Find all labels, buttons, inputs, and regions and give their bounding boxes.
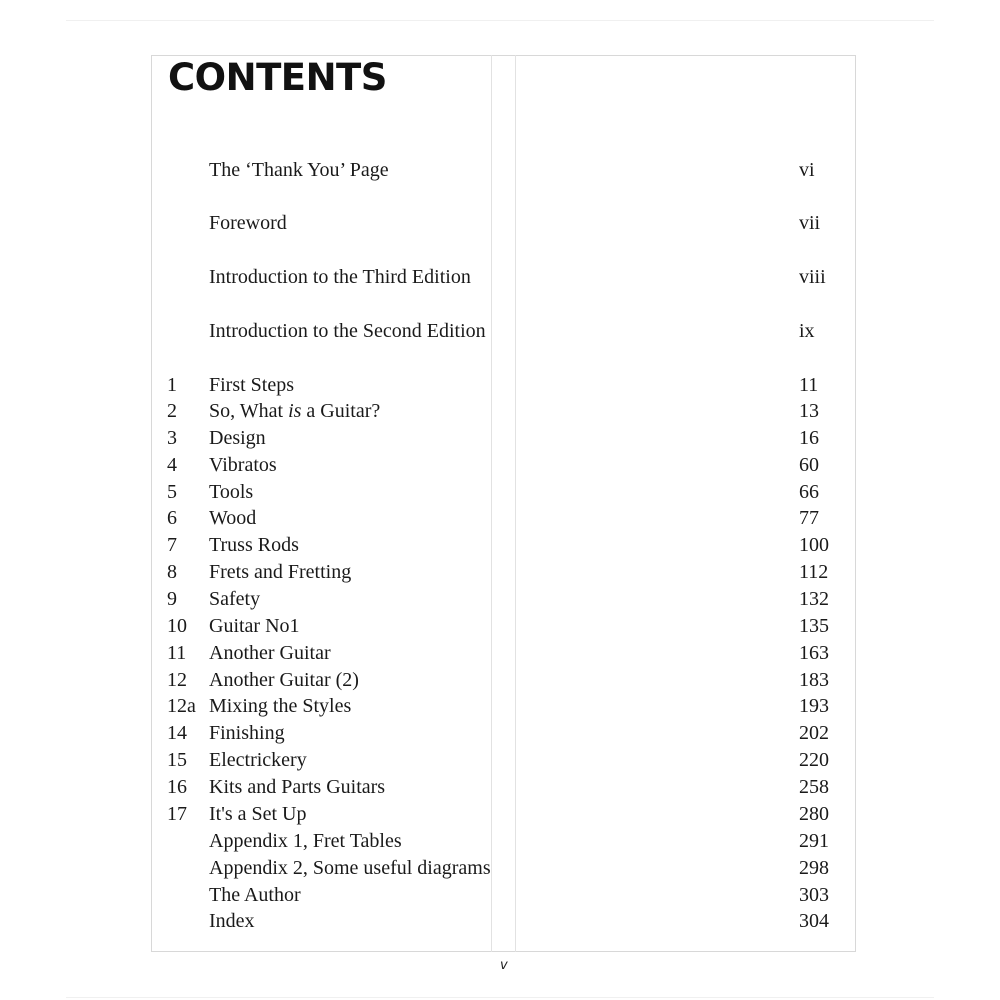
toc-entry-number: 17 bbox=[167, 803, 187, 825]
toc-entry-title: It's a Set Up bbox=[209, 803, 307, 825]
toc-entry-front-2 bbox=[167, 210, 837, 236]
toc-entry-title: Appendix 2, Some useful diagrams bbox=[209, 857, 491, 879]
toc-entry-appendix-1 bbox=[167, 828, 837, 854]
toc-entry-number: 7 bbox=[167, 534, 177, 556]
toc-entry-number: 14 bbox=[167, 722, 187, 744]
toc-entry-number: 12a bbox=[167, 695, 196, 717]
toc-entry-title: Kits and Parts Guitars bbox=[209, 776, 386, 798]
toc-entry-number: 11 bbox=[167, 642, 187, 664]
toc-entry-front-1 bbox=[167, 157, 837, 183]
page-edge-bottom bbox=[66, 997, 934, 998]
toc-entry-page: 112 bbox=[799, 561, 829, 583]
toc-entry-chapter-7 bbox=[167, 532, 837, 558]
toc-entry-page: 66 bbox=[799, 481, 819, 503]
toc-entry-chapter-11 bbox=[167, 640, 837, 666]
toc-entry-number: 1 bbox=[167, 374, 177, 396]
toc-entry-number: 12 bbox=[167, 669, 187, 691]
toc-entry-title: Truss Rods bbox=[209, 534, 299, 556]
toc-entry-appendix-2 bbox=[167, 855, 837, 881]
toc-entry-page: 135 bbox=[799, 615, 829, 637]
toc-entry-title: Safety bbox=[209, 588, 261, 610]
toc-entry-page: 202 bbox=[799, 722, 829, 744]
toc-entry-chapter-5 bbox=[167, 479, 837, 505]
toc-entry-page: ix bbox=[799, 320, 815, 342]
toc-entry-number: 10 bbox=[167, 615, 187, 637]
toc-entry-number: 3 bbox=[167, 427, 177, 449]
toc-entry-chapter-10 bbox=[167, 613, 837, 639]
toc-entry-author bbox=[167, 882, 837, 908]
toc-entry-chapter-3 bbox=[167, 425, 837, 451]
toc-entry-number: 16 bbox=[167, 776, 187, 798]
toc-entry-page: 193 bbox=[799, 695, 829, 717]
toc-entry-title: The Author bbox=[209, 884, 301, 906]
toc-entry-chapter-6 bbox=[167, 505, 837, 531]
toc-entry-title: Guitar No1 bbox=[209, 615, 300, 637]
toc-entry-title: Appendix 1, Fret Tables bbox=[209, 830, 402, 852]
toc-entry-page: 220 bbox=[799, 749, 829, 771]
toc-entry-index bbox=[167, 908, 837, 934]
toc-entry-page: 298 bbox=[799, 857, 829, 879]
toc-entry-page: viii bbox=[799, 266, 826, 288]
toc-entry-page: 258 bbox=[799, 776, 829, 798]
toc-entry-title: Electrickery bbox=[209, 749, 307, 771]
toc-entry-number: 8 bbox=[167, 561, 177, 583]
toc-entry-chapter-16 bbox=[167, 774, 837, 800]
toc-entry-title: Wood bbox=[209, 507, 257, 529]
toc-entry-page: 183 bbox=[799, 669, 829, 691]
toc-entry-title: Index bbox=[209, 910, 255, 932]
toc-entry-title: Mixing the Styles bbox=[209, 695, 352, 717]
toc-entry-number: 15 bbox=[167, 749, 187, 771]
toc-entry-number: 5 bbox=[167, 481, 177, 503]
toc-entry-page: 11 bbox=[799, 374, 819, 396]
toc-entry-page: 280 bbox=[799, 803, 829, 825]
toc-entry-page: 304 bbox=[799, 910, 829, 932]
toc-entry-number: 9 bbox=[167, 588, 177, 610]
toc-entry-number: 2 bbox=[167, 400, 177, 422]
toc-entry-chapter-4 bbox=[167, 452, 837, 478]
toc-entry-title: Design bbox=[209, 427, 266, 449]
toc-entry-front-4 bbox=[167, 318, 837, 344]
toc-title-emphasis: is bbox=[288, 400, 302, 422]
toc-entry-page: 100 bbox=[799, 534, 829, 556]
toc-title-part: a Guitar? bbox=[301, 400, 381, 422]
toc-entry-title bbox=[209, 398, 380, 424]
toc-entry-page: vii bbox=[799, 212, 821, 234]
toc-entry-title: Introduction to the Second Edition bbox=[209, 320, 486, 342]
toc-entry-title: Introduction to the Third Edition bbox=[209, 266, 471, 288]
toc-entry-number: 6 bbox=[167, 507, 177, 529]
toc-entry-title: Finishing bbox=[209, 722, 285, 744]
toc-entry-page: 163 bbox=[799, 642, 829, 664]
toc-entry-page: 60 bbox=[799, 454, 819, 476]
toc-entry-page: vi bbox=[799, 159, 815, 181]
toc-entry-page: 291 bbox=[799, 830, 829, 852]
toc-entry-chapter-17 bbox=[167, 801, 837, 827]
toc-entry-title: Another Guitar bbox=[209, 642, 331, 664]
toc-entry-chapter-12 bbox=[167, 667, 837, 693]
toc-entry-chapter-12a bbox=[167, 693, 837, 719]
toc-entry-number: 4 bbox=[167, 454, 177, 476]
toc-entry-title: Tools bbox=[209, 481, 254, 503]
toc-entry-chapter-1 bbox=[167, 372, 837, 398]
toc-entry-page: 132 bbox=[799, 588, 829, 610]
page-title: CONTENTS bbox=[168, 56, 387, 99]
toc-entry-title: Foreword bbox=[209, 212, 287, 234]
toc-entry-chapter-15 bbox=[167, 747, 837, 773]
toc-entry-title: Vibratos bbox=[209, 454, 277, 476]
toc-title-part: So, What bbox=[209, 400, 289, 422]
toc-entry-page: 13 bbox=[799, 400, 819, 422]
page-number: v bbox=[500, 958, 508, 973]
page-edge-top bbox=[66, 20, 934, 21]
toc-entry-title: Another Guitar (2) bbox=[209, 669, 359, 691]
toc-entry-chapter-8 bbox=[167, 559, 837, 585]
toc-entry-chapter-9 bbox=[167, 586, 837, 612]
toc-entry-chapter-14 bbox=[167, 720, 837, 746]
toc-entry-page: 303 bbox=[799, 884, 829, 906]
toc-entry-title: The ‘Thank You’ Page bbox=[209, 159, 389, 181]
toc-entry-title: Frets and Fretting bbox=[209, 561, 352, 583]
toc-entry-chapter-2 bbox=[167, 398, 837, 424]
toc-entry-title: First Steps bbox=[209, 374, 295, 396]
toc-entry-page: 77 bbox=[799, 507, 819, 529]
toc-entry-front-3 bbox=[167, 264, 837, 290]
toc-entry-page: 16 bbox=[799, 427, 819, 449]
